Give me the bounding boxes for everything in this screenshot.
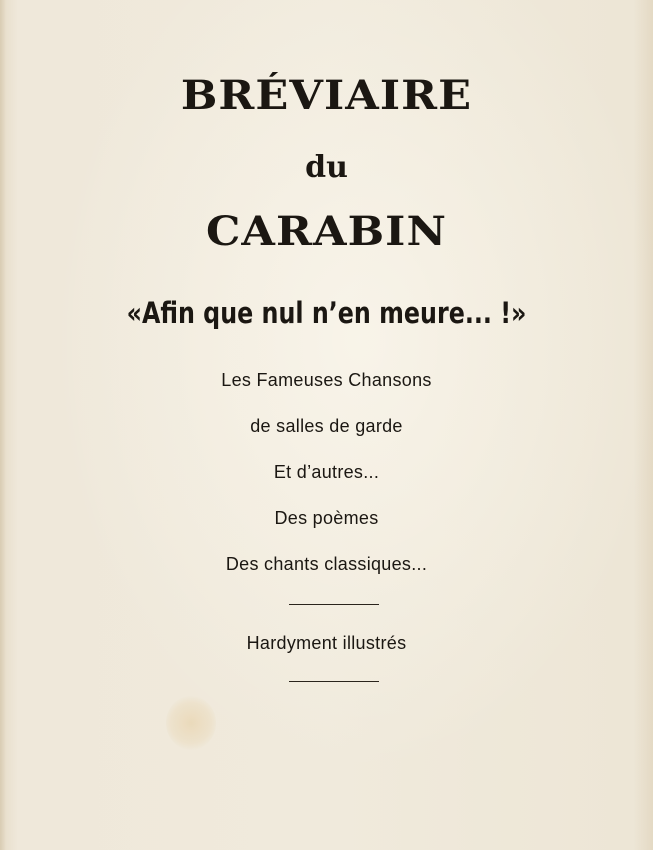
divider-rule-bottom	[289, 681, 379, 682]
subtitle-line-3: Et d’autres...	[273, 462, 380, 482]
divider-rule-top	[289, 604, 379, 605]
title-du: du	[305, 150, 348, 185]
illustrated-note: Hardyment illustrés	[246, 633, 407, 653]
subtitle-line-2: de salles de garde	[250, 416, 403, 436]
paper-stain	[166, 696, 216, 750]
subtitle-line-1: Les Fameuses Chansons	[221, 370, 432, 390]
motto: «Afin que nul n’en meure... !»	[126, 296, 527, 330]
subtitle-line-4: Des poèmes	[274, 508, 379, 528]
subtitle-line-5: Des chants classiques...	[225, 554, 428, 574]
title-breviaire: BRÉVIAIRE	[180, 72, 473, 119]
title-carabin: CARABIN	[205, 208, 448, 255]
